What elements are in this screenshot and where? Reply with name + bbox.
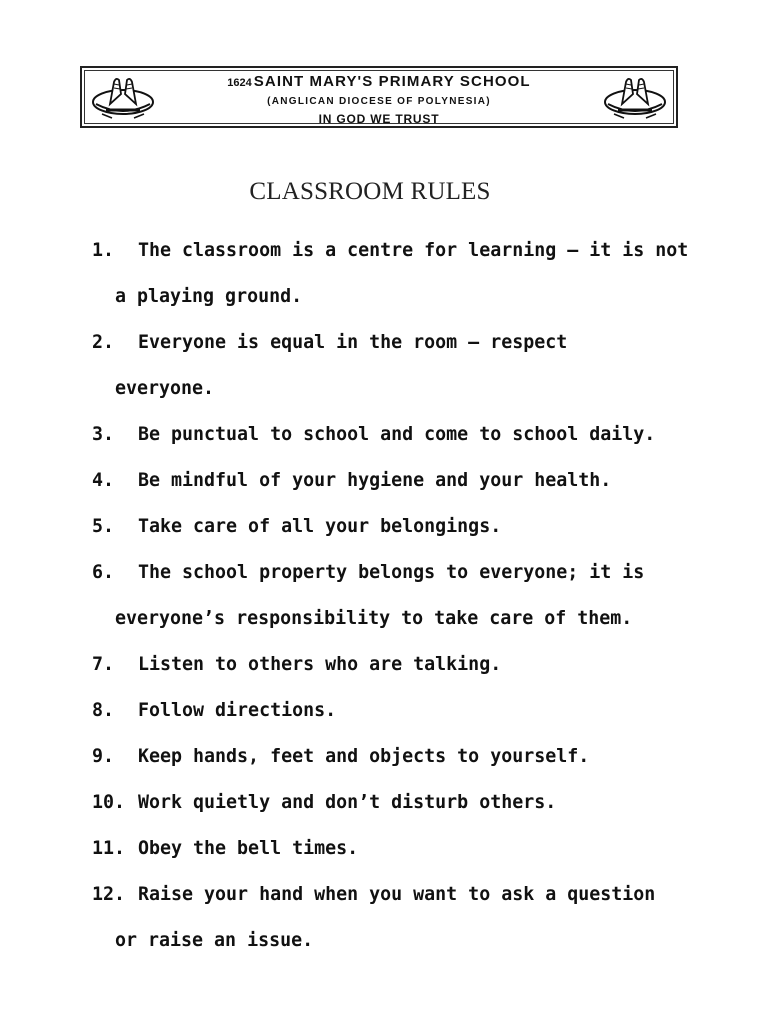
rule-number: 6. [92,562,115,583]
rule-item [92,320,732,412]
rule-text: Be punctual to school and come to school daily. [138,424,656,445]
rule-item [92,504,732,550]
praying-hands-crest-icon [600,74,670,122]
rule-item [92,228,732,320]
praying-hands-crest-icon [88,74,158,122]
rule-text: Keep hands, feet and objects to yourself. [138,746,590,767]
page-title: CLASSROOM RULES [249,178,491,205]
rule-text-continuation: a playing ground. [115,286,303,307]
rule-number: 8. [92,700,115,721]
rule-number: 5. [92,516,115,537]
rule-item [92,412,732,458]
registration-number: 1624 [227,77,252,89]
rule-item [92,734,732,780]
school-header-banner [80,66,678,128]
school-name-line [162,72,596,93]
rule-text-continuation: everyone. [115,378,215,399]
rule-item [92,872,732,964]
rule-text: The school property belongs to everyone; it is [138,562,645,583]
rule-item [92,826,732,872]
diocese-line: (ANGLICAN DIOCESE OF POLYNESIA) [267,96,491,107]
rule-number: 11. [92,838,126,859]
rules-list [92,228,732,964]
rule-number: 2. [92,332,115,353]
school-motto: IN GOD WE TRUST [318,112,440,126]
rule-item [92,780,732,826]
rule-text-continuation: or raise an issue. [115,930,314,951]
rule-number: 3. [92,424,115,445]
rule-number: 1. [92,240,115,261]
rule-number: 12. [92,884,126,905]
rule-number: 4. [92,470,115,491]
header-text [162,72,596,127]
rule-text-continuation: everyone’s responsibility to take care of them. [115,608,633,629]
rule-number: 10. [92,792,126,813]
rule-text: Be mindful of your hygiene and your health. [138,470,612,491]
rule-item [92,642,732,688]
rule-text: Obey the bell times. [138,838,359,859]
rule-text: Take care of all your belongings. [138,516,502,537]
rule-text: Everyone is equal in the room – respect [138,332,568,353]
rule-number: 7. [92,654,115,675]
rule-item [92,458,732,504]
rule-text: Work quietly and don’t disturb others. [138,792,557,813]
rule-number: 9. [92,746,115,767]
rule-text: Raise your hand when you want to ask a question [138,884,656,905]
rule-item [92,550,732,642]
rule-text: Listen to others who are talking. [138,654,502,675]
school-name: SAINT MARY'S PRIMARY SCHOOL [253,73,531,90]
rule-item [92,688,732,734]
rule-text: Follow directions. [138,700,337,721]
rule-text: The classroom is a centre for learning – it is not [138,240,689,261]
